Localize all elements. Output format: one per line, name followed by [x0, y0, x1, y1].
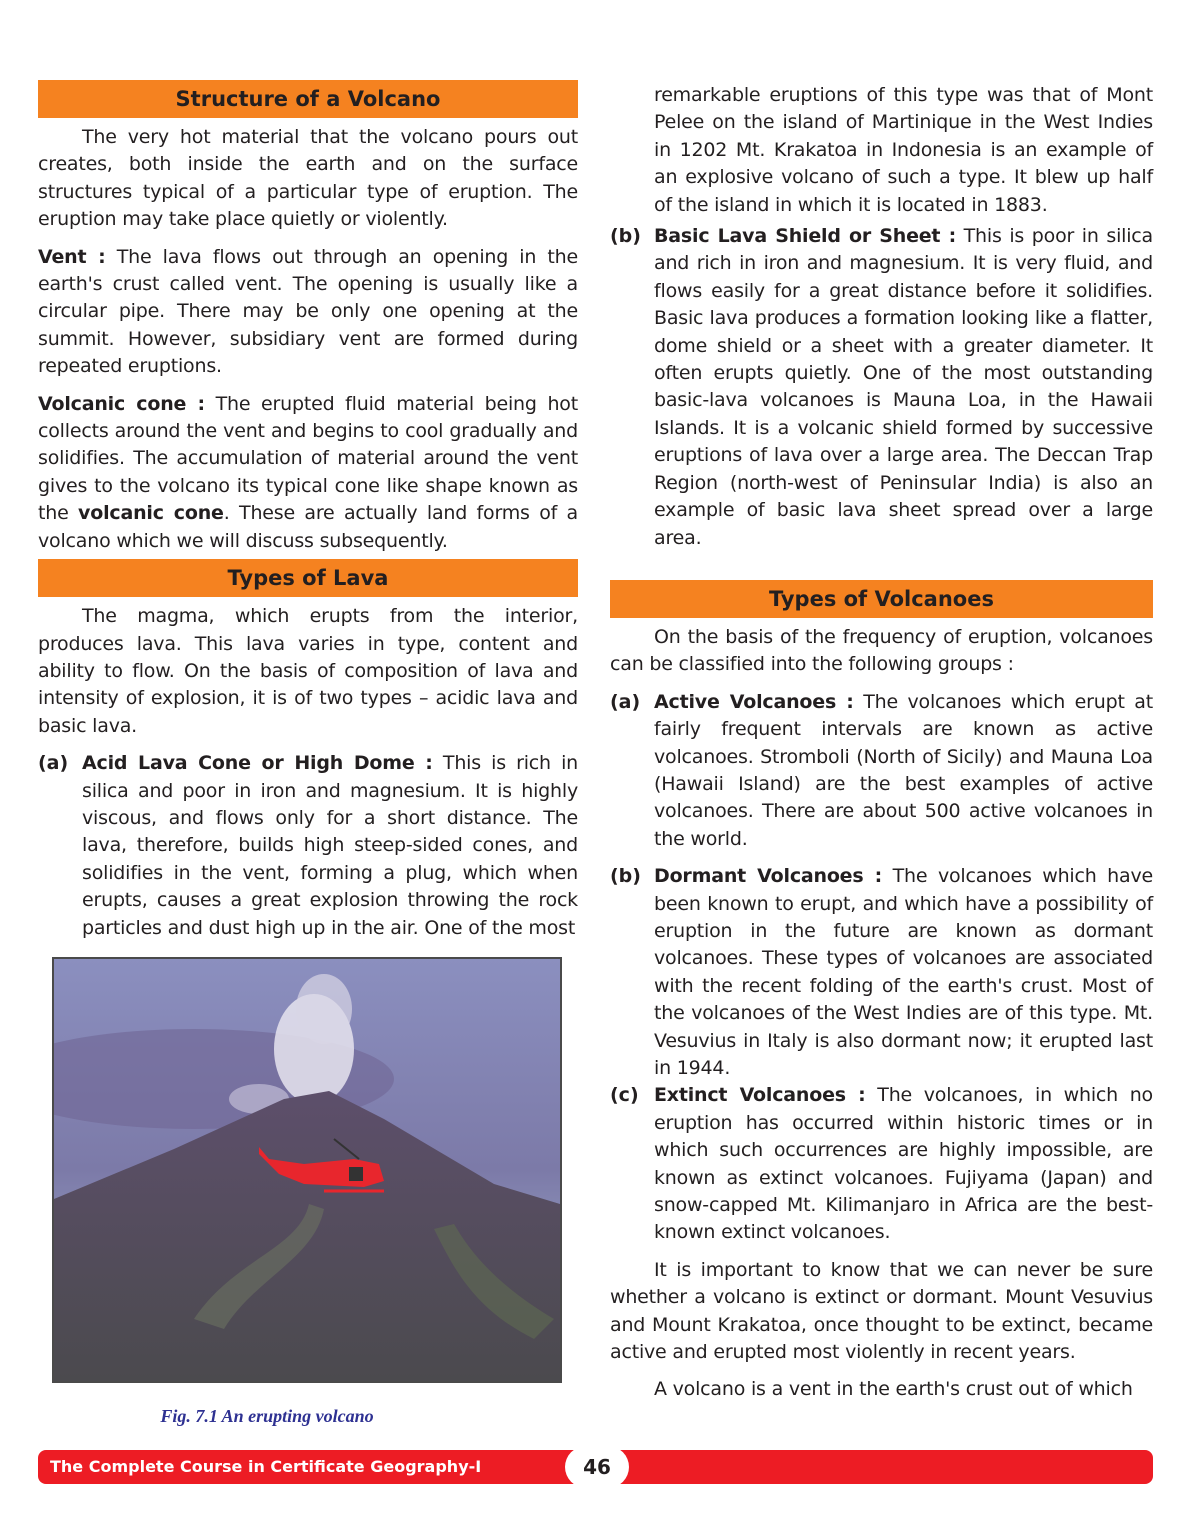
list-item-dormant: (b) Dormant Volcanoes : The volcanoes which have been known to erupt, and which have a possibility of eruption in the future are known as dormant volcanoes. These types of volcanoes are associated with the recent folding of the earth's crust. Most of the volcanoes of the West Indies are of this type. Mt. Vesuvius in Italy is also dormant now; it erupted last in 1944. [610, 865, 1153, 1079]
erupting-volcano-image [54, 959, 560, 1381]
page-footer [38, 1450, 1153, 1484]
left-column [38, 80, 578, 942]
final-paragraph: A volcano is a vent in the earth's crust out of which [654, 1378, 1133, 1401]
footer-bar-right [616, 1450, 1153, 1484]
active-term: Active Volcanoes : [654, 690, 854, 713]
list-item-extinct: (c) Extinct Volcanoes : The volcanoes, in which no eruption has occurred within historic times or in which such occurrences are highly impossible, are known as extinct volcanoes. Fujiyama (Japan) and snow-capped Mt. Kilimanjaro in Africa are the best-known extinct volcanoes. [610, 1084, 1153, 1244]
basic-term: Basic Lava Shield or Sheet : [654, 225, 956, 248]
vent-term: Vent : [38, 245, 106, 268]
dormant-term: Dormant Volcanoes : [654, 865, 883, 888]
section-heading-structure: Structure of a Volcano [38, 80, 578, 118]
extinct-term: Extinct Volcanoes : [654, 1084, 866, 1107]
structure-intro: The very hot material that the volcano pours out creates, both inside the earth and on the surface structures typical of a particular type of eruption. The eruption may take place quietly or violently. [38, 126, 578, 231]
volcano-types-intro: On the basis of the frequency of eruption, volcanoes can be classified into the following groups : [610, 625, 1153, 676]
acid-term: Acid Lava Cone or High Dome : [82, 752, 433, 775]
list-item-acid-lava: (a) Acid Lava Cone or High Dome : This is rich in silica and poor in iron and magnesium. It is highly viscous, and flows only for a short distance. The lava, therefore, builds high steep-sided cones, and solidifies in the vent, forming a plug, which when erupts, causes a great explosion throwing the rock particles and dust high up in the air. One of the most [38, 752, 578, 939]
lava-intro: The magma, which erupts from the interior, produces lava. This lava varies in type, content and ability to flow. On the basis of composition of lava and intensity of explosion, it is of two types – acidic lava and basic lava. [38, 605, 578, 737]
right-column [610, 82, 1153, 1404]
section-heading-volcano-types: Types of Volcanoes [610, 580, 1153, 618]
cone-paragraph: Volcanic cone : The erupted fluid material being hot collects around the vent and begins to cool gradually and solidifies. The accumulation of material around the vent gives to the volcano its typical cone like shape known as the volcanic cone. These are actually land forms of a volcano which we will discuss subsequently. [38, 392, 579, 552]
figure-caption: Fig. 7.1 An erupting volcano [160, 1406, 374, 1426]
cone-term: Volcanic cone : [38, 392, 205, 415]
section-heading-lava: Types of Lava [38, 559, 578, 597]
important-paragraph: It is important to know that we can never be sure whether a volcano is extinct or dormant. Mount Vesuvius and Mount Krakatoa, once thought to be extinct, became active and erupted most violently in recent years. [610, 1258, 1153, 1364]
list-item-active: (a) Active Volcanoes : The volcanoes which erupt at fairly frequent intervals are known as active volcanoes. Stromboli (North of Sicily) and Mauna Loa (Hawaii Island) are the best examples of active volcanoes. There are about 500 active volcanoes in the world. [610, 690, 1153, 850]
book-title: The Complete Course in Certificate Geography-I [50, 1457, 482, 1476]
acid-lava-continued: remarkable eruptions of this type was that of Mont Pelee on the island of Martinique in the West Indies in 1202 Mt. Krakatoa in Indonesia is an example of an explosive volcano of such a type. It blew up half of the island in which it is located in 1883. [654, 84, 1153, 216]
list-item-basic-lava: (b) Basic Lava Shield or Sheet : This is poor in silica and rich in iron and magnesium. It is very fluid, and flows easily for a great distance before it solidifies. Basic lava produces a formation looking like a flatter, dome shield or a sheet with a greater diameter. It often erupts quietly. One of the most outstanding basic-lava volcanoes is Mauna Loa, in the Hawaii Islands. It is a volcanic shield formed by successive eruptions of lava over a large area. The Deccan Trap Region (north-west of Peninsular India) is also an example of basic lava sheet spread over a large area. [610, 225, 1153, 549]
volcano-photo [52, 957, 562, 1383]
vent-paragraph: Vent : The lava flows out through an opening in the earth's crust called vent. The opening is usually like a circular pipe. There may be only one opening at the summit. However, subsidiary vent are formed during repeated eruptions. [38, 245, 578, 378]
page-number: 46 [565, 1446, 629, 1488]
